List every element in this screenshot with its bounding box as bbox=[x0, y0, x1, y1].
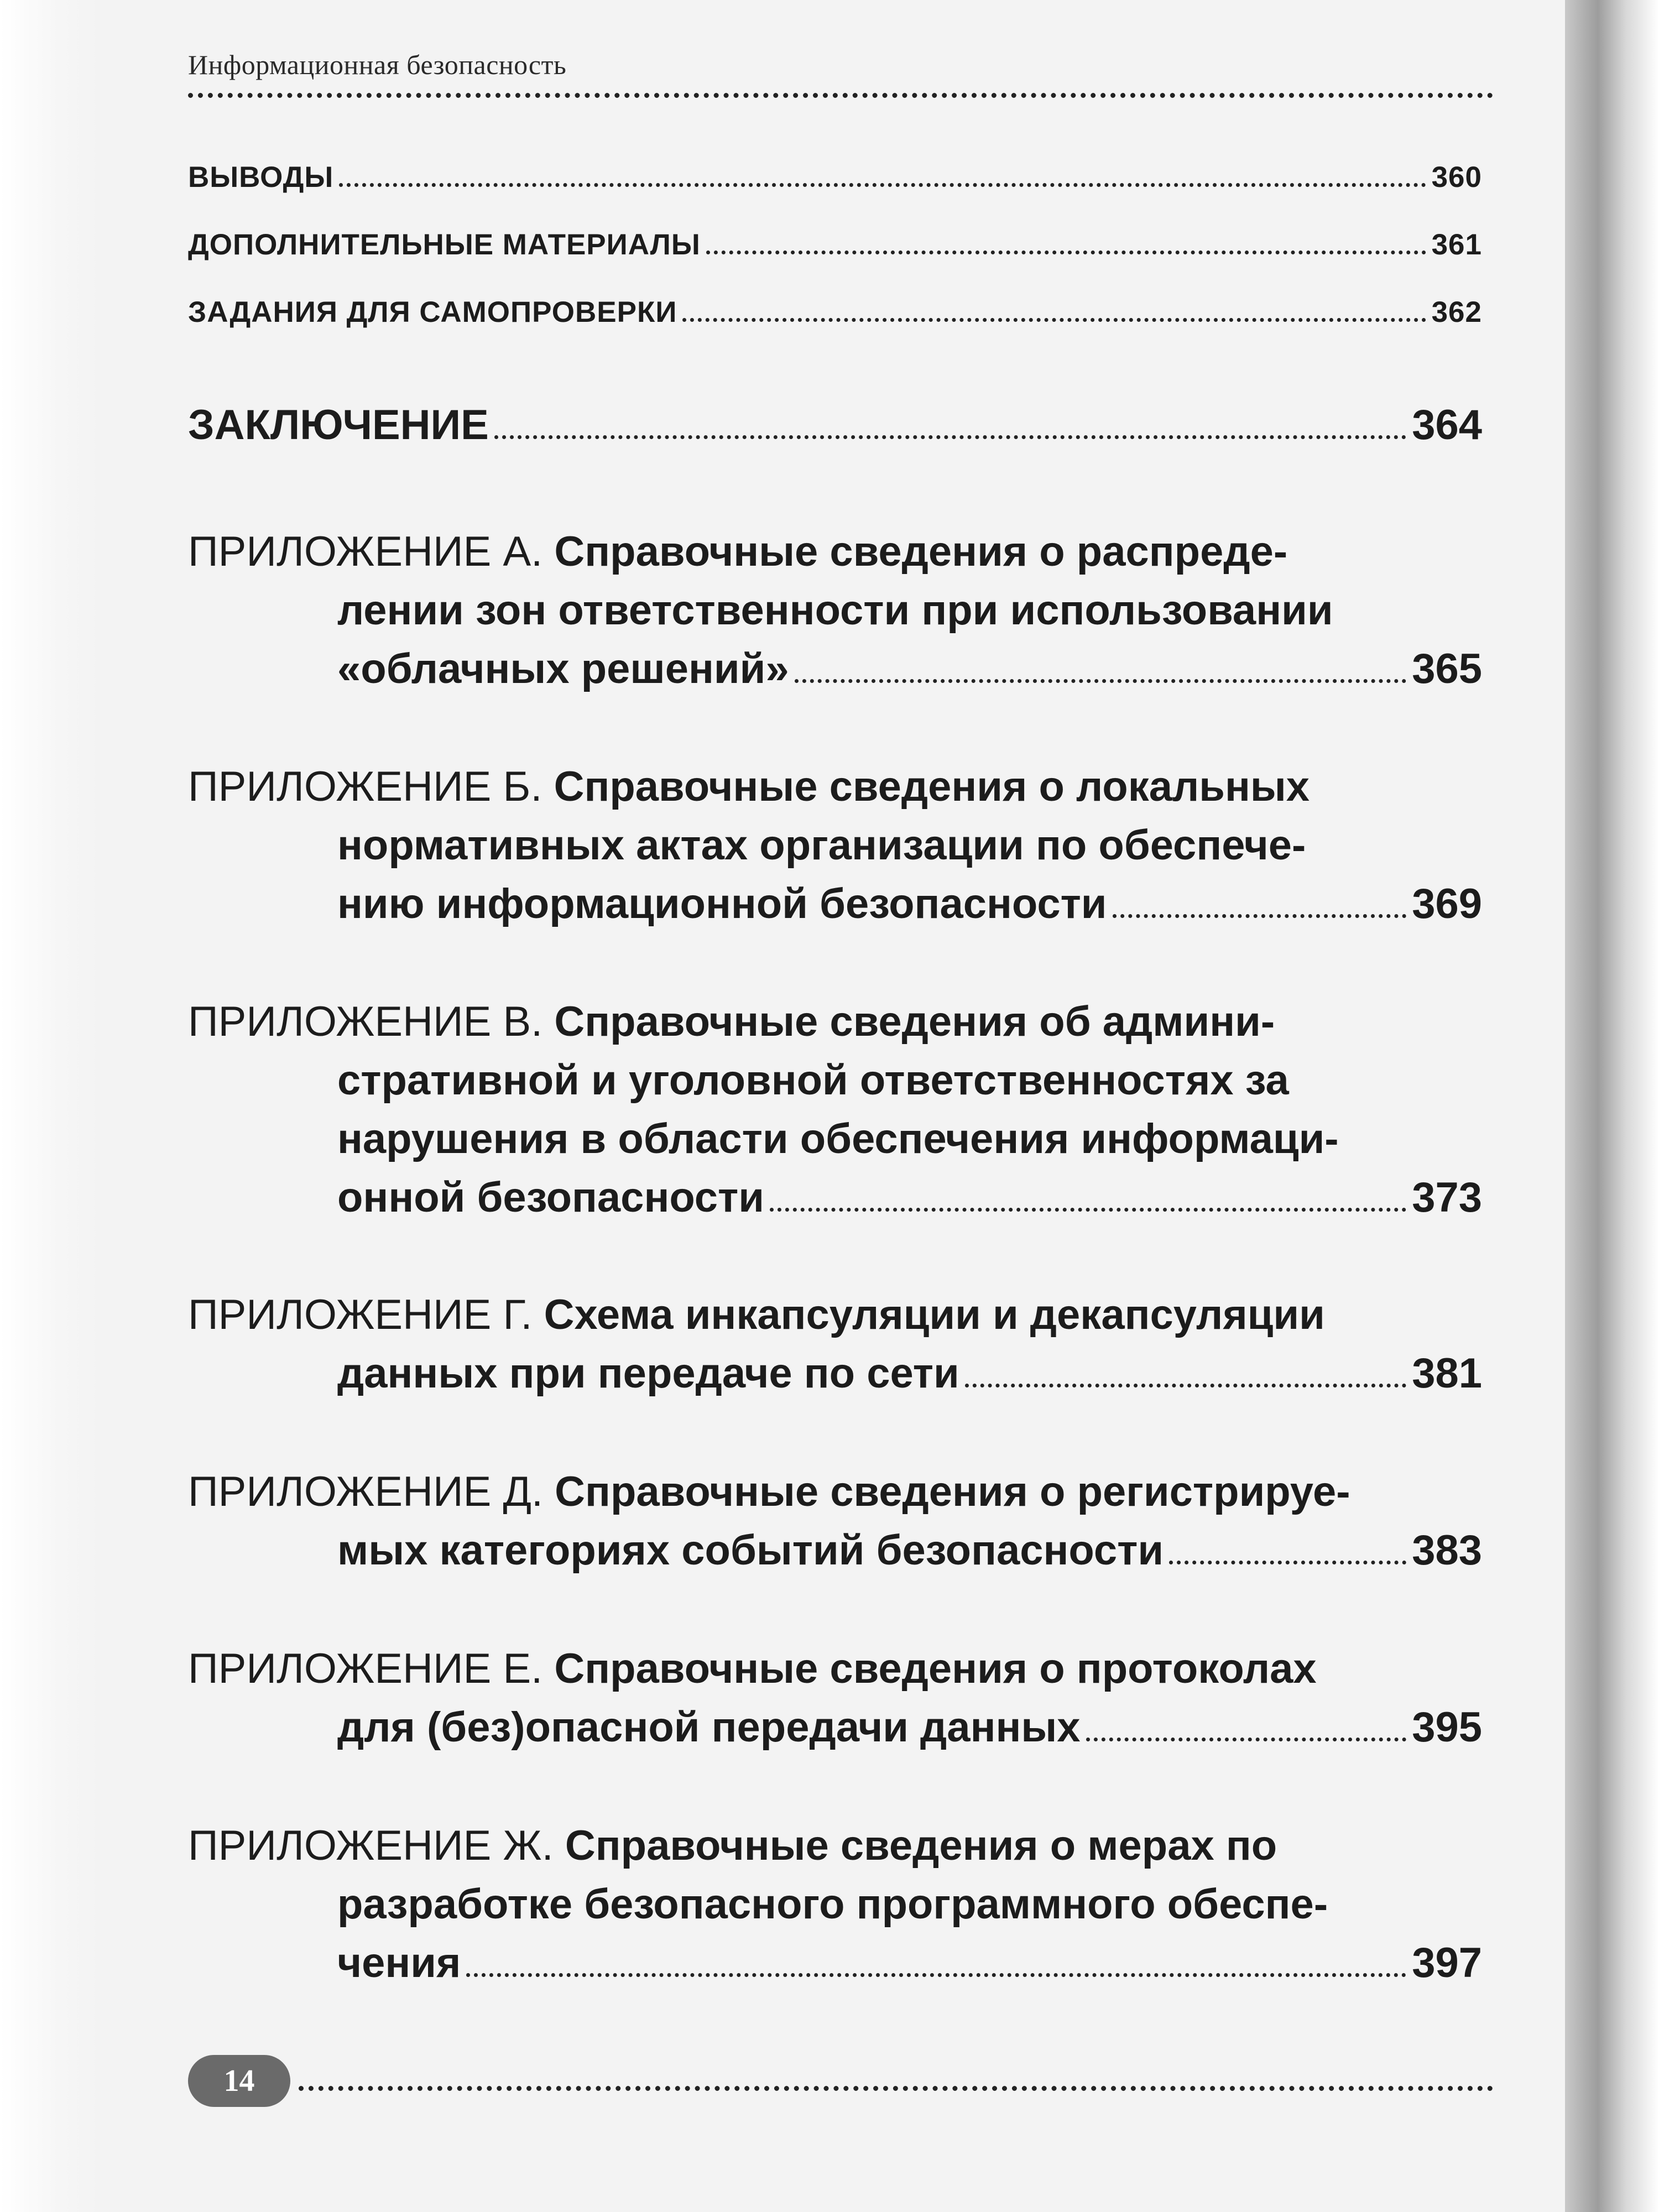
appendix-line bbox=[188, 1640, 1482, 1698]
toc-entry-page: 383 bbox=[1412, 1527, 1482, 1574]
appendix-prefix: ПРИЛОЖЕНИЕ А. bbox=[188, 528, 543, 575]
appendix-title-line: разработке безопасного программного обеспе- bbox=[337, 1881, 1328, 1928]
appendix-line bbox=[188, 581, 1482, 640]
appendix-title-line: для (без)опасной передачи данных bbox=[337, 1704, 1081, 1751]
appendix-prefix: ПРИЛОЖЕНИЕ Д. bbox=[188, 1468, 544, 1515]
toc-entry-page: 395 bbox=[1412, 1704, 1482, 1751]
appendix-line bbox=[188, 1934, 1482, 1992]
toc-entry-page: 365 bbox=[1412, 645, 1482, 692]
appendix-line bbox=[188, 1168, 1482, 1227]
toc-entry-conclusion[interactable] bbox=[188, 401, 1482, 449]
appendix-line bbox=[188, 816, 1482, 875]
toc-entry-title: ДОПОЛНИТЕЛЬНЫЕ МАТЕРИАЛЫ bbox=[188, 228, 701, 261]
appendix-title-line: Справочные сведения о локальных bbox=[554, 763, 1310, 810]
appendix-prefix: ПРИЛОЖЕНИЕ Ж. bbox=[188, 1822, 554, 1869]
toc-entry-additional-materials[interactable] bbox=[188, 228, 1482, 262]
toc-entry-page: 381 bbox=[1412, 1350, 1482, 1397]
appendix-title-line: нарушения в области обеспечения информаци- bbox=[337, 1115, 1339, 1162]
dot-leader bbox=[965, 1384, 1407, 1387]
appendix-title-line: онной безопасности bbox=[337, 1174, 764, 1221]
toc-entry-page: 360 bbox=[1431, 161, 1482, 194]
toc-entry-title: ЗАДАНИЯ ДЛЯ САМОПРОВЕРКИ bbox=[188, 296, 677, 328]
appendix-line bbox=[188, 640, 1482, 698]
toc-entry-self-check[interactable] bbox=[188, 295, 1482, 329]
appendix-title-line: Справочные сведения о регистрируе- bbox=[555, 1468, 1350, 1515]
appendix-title-line: чения bbox=[337, 1939, 461, 1986]
appendix-title-line: стративной и уголовной ответственностях за bbox=[337, 1057, 1289, 1104]
page-left-margin bbox=[0, 0, 100, 2212]
toc-entry-page: 364 bbox=[1412, 401, 1482, 448]
toc-appendix-v[interactable] bbox=[188, 993, 1482, 1227]
appendix-title-line: мых категориях событий безопасности bbox=[337, 1527, 1164, 1574]
dot-leader bbox=[1169, 1561, 1406, 1564]
appendix-line bbox=[188, 875, 1482, 933]
appendix-title-line: нию информационной безопасности bbox=[337, 880, 1107, 927]
appendix-title-line: Схема инкапсуляции и декапсуляции bbox=[544, 1291, 1325, 1338]
appendix-title-line: «облачных решений» bbox=[337, 645, 789, 692]
dot-leader bbox=[682, 318, 1426, 322]
appendix-line bbox=[188, 1875, 1482, 1934]
appendix-line bbox=[188, 1051, 1482, 1110]
appendix-line bbox=[188, 1521, 1482, 1580]
appendix-prefix: ПРИЛОЖЕНИЕ Г. bbox=[188, 1291, 533, 1338]
appendix-line bbox=[188, 1817, 1482, 1875]
toc-entry-page: 361 bbox=[1431, 228, 1482, 261]
toc-appendix-g[interactable] bbox=[188, 1286, 1482, 1403]
toc-appendix-zh[interactable] bbox=[188, 1817, 1482, 1992]
appendix-line bbox=[188, 1463, 1482, 1521]
toc-entry-title: ВЫВОДЫ bbox=[188, 161, 334, 194]
dot-leader bbox=[795, 679, 1407, 683]
running-title: Информационная безопасность bbox=[188, 49, 567, 80]
toc-entry-page: 373 bbox=[1412, 1174, 1482, 1221]
appendix-title-line: нормативных актах организации по обеспече- bbox=[337, 822, 1306, 869]
appendix-title-line: Справочные сведения о протоколах bbox=[554, 1645, 1317, 1692]
appendix-prefix: ПРИЛОЖЕНИЕ Е. bbox=[188, 1645, 543, 1692]
footer-dotted-rule bbox=[299, 2086, 1493, 2091]
dot-leader bbox=[770, 1208, 1406, 1212]
toc-entry-title: ЗАКЛЮЧЕНИЕ bbox=[188, 401, 489, 448]
appendix-prefix: ПРИЛОЖЕНИЕ Б. bbox=[188, 763, 542, 810]
dot-leader bbox=[466, 1973, 1406, 1977]
toc-entry-page: 397 bbox=[1412, 1939, 1482, 1986]
appendix-title-line: Справочные сведения о распреде- bbox=[554, 528, 1288, 575]
appendix-line bbox=[188, 1110, 1482, 1168]
dot-leader bbox=[706, 251, 1426, 254]
dot-leader bbox=[1113, 914, 1407, 918]
appendix-line bbox=[188, 993, 1482, 1051]
toc-entry-vyvody[interactable] bbox=[188, 160, 1482, 194]
appendix-title-line: лении зон ответственности при использовании bbox=[337, 587, 1333, 634]
toc-appendix-b[interactable] bbox=[188, 758, 1482, 933]
appendix-title-line: Справочные сведения о мерах по bbox=[565, 1822, 1277, 1869]
toc-appendix-a[interactable] bbox=[188, 523, 1482, 698]
toc-appendix-d[interactable] bbox=[188, 1463, 1482, 1580]
dot-leader bbox=[339, 183, 1426, 187]
appendix-line bbox=[188, 1698, 1482, 1757]
appendix-prefix: ПРИЛОЖЕНИЕ В. bbox=[188, 998, 543, 1045]
appendix-line bbox=[188, 1286, 1482, 1344]
header-dotted-rule bbox=[188, 93, 1493, 98]
appendix-title-line: данных при передаче по сети bbox=[337, 1350, 959, 1397]
appendix-line bbox=[188, 1344, 1482, 1403]
toc-entry-page: 369 bbox=[1412, 880, 1482, 927]
dot-leader bbox=[494, 435, 1406, 439]
appendix-line bbox=[188, 758, 1482, 816]
page-number-badge: 14 bbox=[188, 2055, 290, 2107]
appendix-line bbox=[188, 523, 1482, 581]
page-gutter-shadow bbox=[1565, 0, 1659, 2212]
dot-leader bbox=[1086, 1738, 1407, 1741]
appendix-title-line: Справочные сведения об админи- bbox=[554, 998, 1275, 1045]
toc-appendix-e[interactable] bbox=[188, 1640, 1482, 1757]
toc-entry-page: 362 bbox=[1431, 296, 1482, 328]
